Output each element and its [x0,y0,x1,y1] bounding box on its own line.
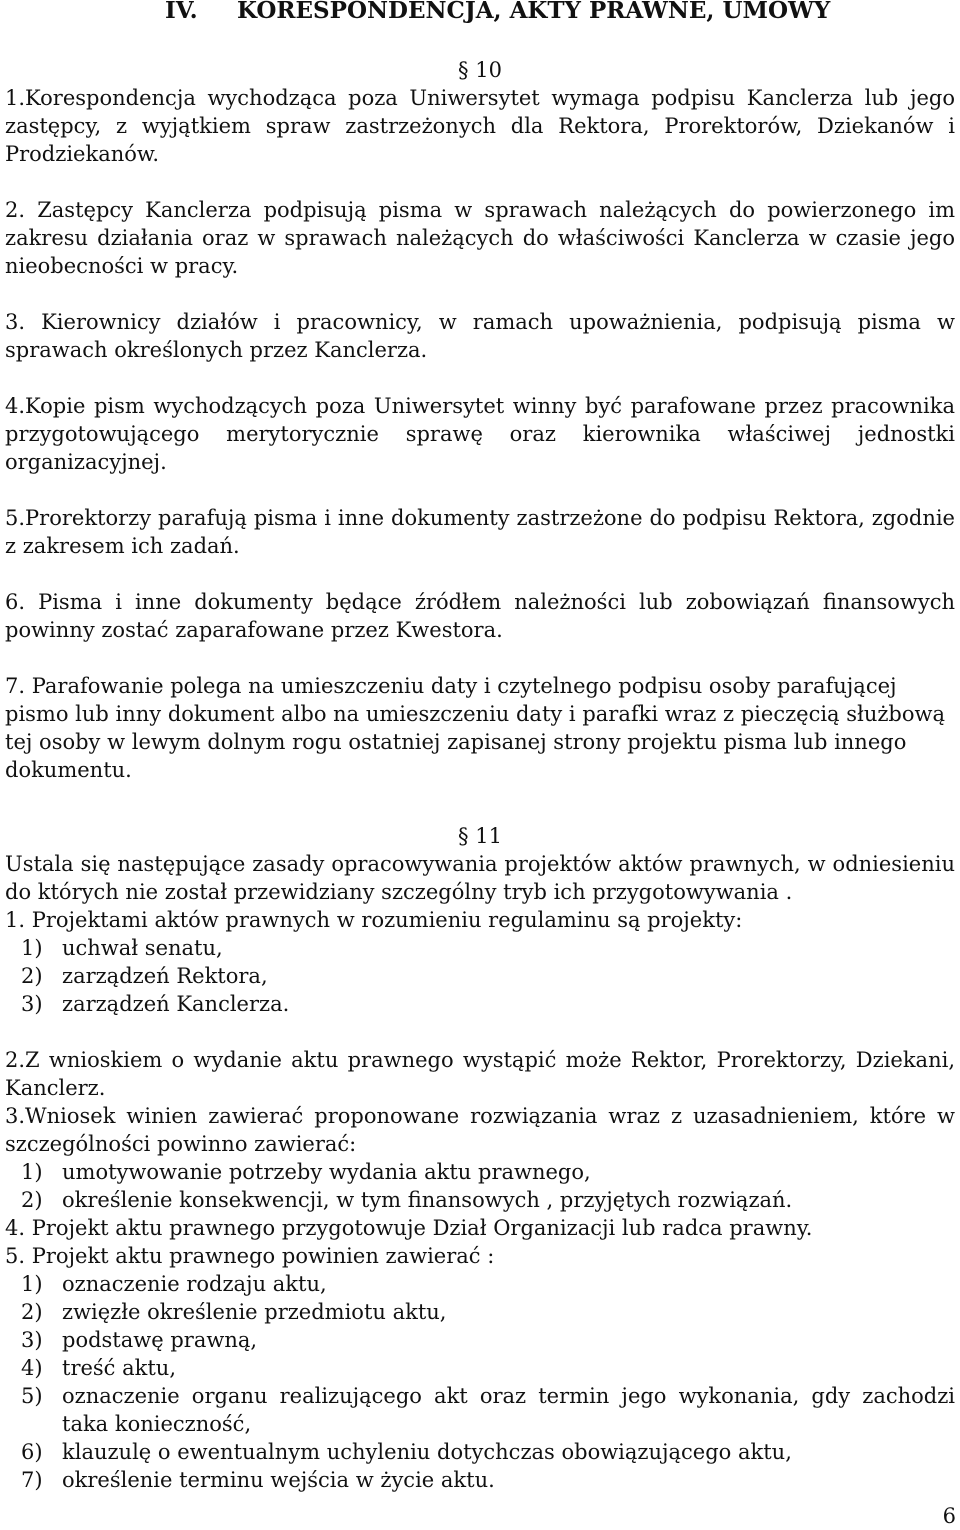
list-item: 2) określenie konsekwencji, w tym finansowych , przyjętych rozwiązań. [21,1188,793,1212]
paragraph-sign-11: § 11 [458,824,502,848]
s11-list-3 [5,1158,955,1214]
list-item: 3) zarządzeń Kanclerza. [21,992,290,1016]
list-item: 4) treść aktu, [21,1356,177,1380]
s11-point-2: 2.Z wnioskiem o wydanie aktu prawnego wystąpić może Rektor, Prorektorzy, Dziekani, Kanclerz. [5,1048,955,1100]
document-page [5,0,955,1494]
page-number: 6 [942,1504,956,1528]
section-numeral: IV. [165,0,198,24]
list-item: 1) oznaczenie rodzaju aktu, [21,1272,327,1296]
paragraph-sign-10: § 10 [458,58,502,82]
s10-point-2: 2. Zastępcy Kanclerza podpisują pisma w sprawach należących do powierzonego im zakresu działania oraz w sprawach należących do właściwości Kanclerza w czasie jego nieobecności w pracy. [5,198,955,278]
list-item: 7) określenie terminu wejścia w życie aktu. [21,1468,495,1492]
s11-point-1: 1. Projektami aktów prawnych w rozumieniu regulaminu są projekty: [5,908,743,932]
s11-point-5: 5. Projekt aktu prawnego powinien zawierać : [5,1244,495,1268]
list-item: 3) podstawę prawną, [21,1328,258,1352]
s11-point-3: 3.Wniosek winien zawierać proponowane rozwiązania wraz z uzasadnieniem, które w szczególności powinno zawierać: [5,1104,955,1156]
s10-point-4: 4.Kopie pism wychodzących poza Uniwersytet winny być parafowane przez pracownika przygotowującego merytorycznie sprawę oraz kierownika właściwej jednostki organizacyjnej. [5,394,955,474]
list-item: 1) umotywowanie potrzeby wydania aktu prawnego, [21,1160,591,1184]
list-item: 6) klauzulę o ewentualnym uchyleniu dotychczas obowiązującego aktu, [21,1440,792,1464]
list-item: 1) uchwał senatu, [21,936,223,960]
s11-list-1 [5,934,955,1018]
s11-point-4: 4. Projekt aktu prawnego przygotowuje Dział Organizacji lub radca prawny. [5,1216,813,1240]
list-item: 2) zwięzłe określenie przedmiotu aktu, [21,1300,447,1324]
section-heading [165,0,830,25]
s11-list-5 [5,1270,955,1494]
s10-point-1: 1.Korespondencja wychodząca poza Uniwersytet wymaga podpisu Kanclerza lub jego zastępcy, z wyjątkiem spraw zastrzeżonych dla Rektora, Prorektorów, Dziekanów i Prodziekanów. [5,86,955,166]
list-item: 2) zarządzeń Rektora, [21,964,268,988]
section-title: KORESPONDENCJA, AKTY PRAWNE, UMOWY [237,0,831,24]
list-item: 5) oznaczenie organu realizującego akt oraz termin jego wykonania, gdy zachodzi taka konieczność, [21,1384,955,1436]
s10-point-5: 5.Prorektorzy parafują pisma i inne dokumenty zastrzeżone do podpisu Rektora, zgodnie z zakresem ich zadań. [5,506,955,558]
s10-point-6: 6. Pisma i inne dokumenty będące źródłem należności lub zobowiązań finansowych powinny zostać zaparafowane przez Kwestora. [5,590,955,642]
s11-intro: Ustala się następujące zasady opracowywania projektów aktów prawnych, w odniesieniu do których nie został przewidziany szczególny tryb ich przygotowywania . [5,852,955,904]
s10-point-3: 3. Kierownicy działów i pracownicy, w ramach upoważnienia, podpisują pisma w sprawach określonych przez Kanclerza. [5,310,955,362]
s10-point-7: 7. Parafowanie polega na umieszczeniu daty i czytelnego podpisu osoby parafującej pismo lub inny dokument albo na umieszczeniu daty i parafki wraz z pieczęcią służbową tej osoby w lewym dolnym rogu ostatniej zapisanej strony projektu pisma lub innego dokumentu. [5,674,946,782]
